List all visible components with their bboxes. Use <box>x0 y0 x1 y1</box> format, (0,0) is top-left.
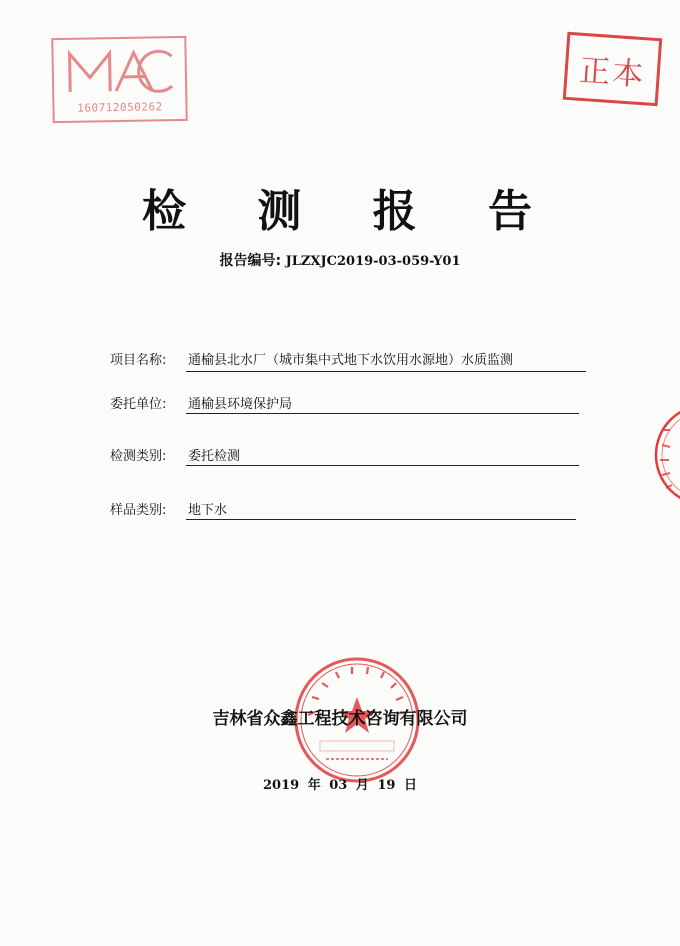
underline <box>186 413 579 414</box>
partial-seal-stamp <box>648 400 680 510</box>
ma-certification-stamp <box>51 36 187 123</box>
report-number <box>0 250 680 270</box>
company-name: 吉林省众鑫工程技术咨询有限公司 <box>212 709 468 729</box>
field-test-category <box>110 445 241 464</box>
report-title: 检 测 报 告 <box>142 186 560 237</box>
underline <box>186 371 586 372</box>
field-value: 通榆县环境保护局 <box>188 397 293 412</box>
field-label: 委托单位: <box>110 397 167 412</box>
ma-stamp-number: 160712050262 <box>77 100 163 115</box>
field-label: 检测类别: <box>110 449 167 464</box>
field-value: 通榆县北水厂（城市集中式地下水饮用水源地）水质监测 <box>188 353 514 368</box>
field-value: 地下水 <box>188 503 228 518</box>
report-number-value: JLZXJC2019-03-059-Y01 <box>285 254 461 269</box>
original-copy-stamp: 正本 <box>563 32 663 106</box>
report-number-label: 报告编号: <box>219 253 282 269</box>
field-label: 项目名称: <box>110 353 167 368</box>
underline <box>186 519 576 520</box>
field-value: 委托检测 <box>188 449 241 464</box>
ma-logo-icon <box>63 46 177 98</box>
report-date: 2019 年 03 月 19 日 <box>263 778 417 793</box>
field-sample-category <box>110 499 228 518</box>
underline <box>186 465 579 466</box>
field-client <box>110 393 293 412</box>
field-project-name <box>110 349 514 368</box>
field-label: 样品类别: <box>110 503 167 518</box>
